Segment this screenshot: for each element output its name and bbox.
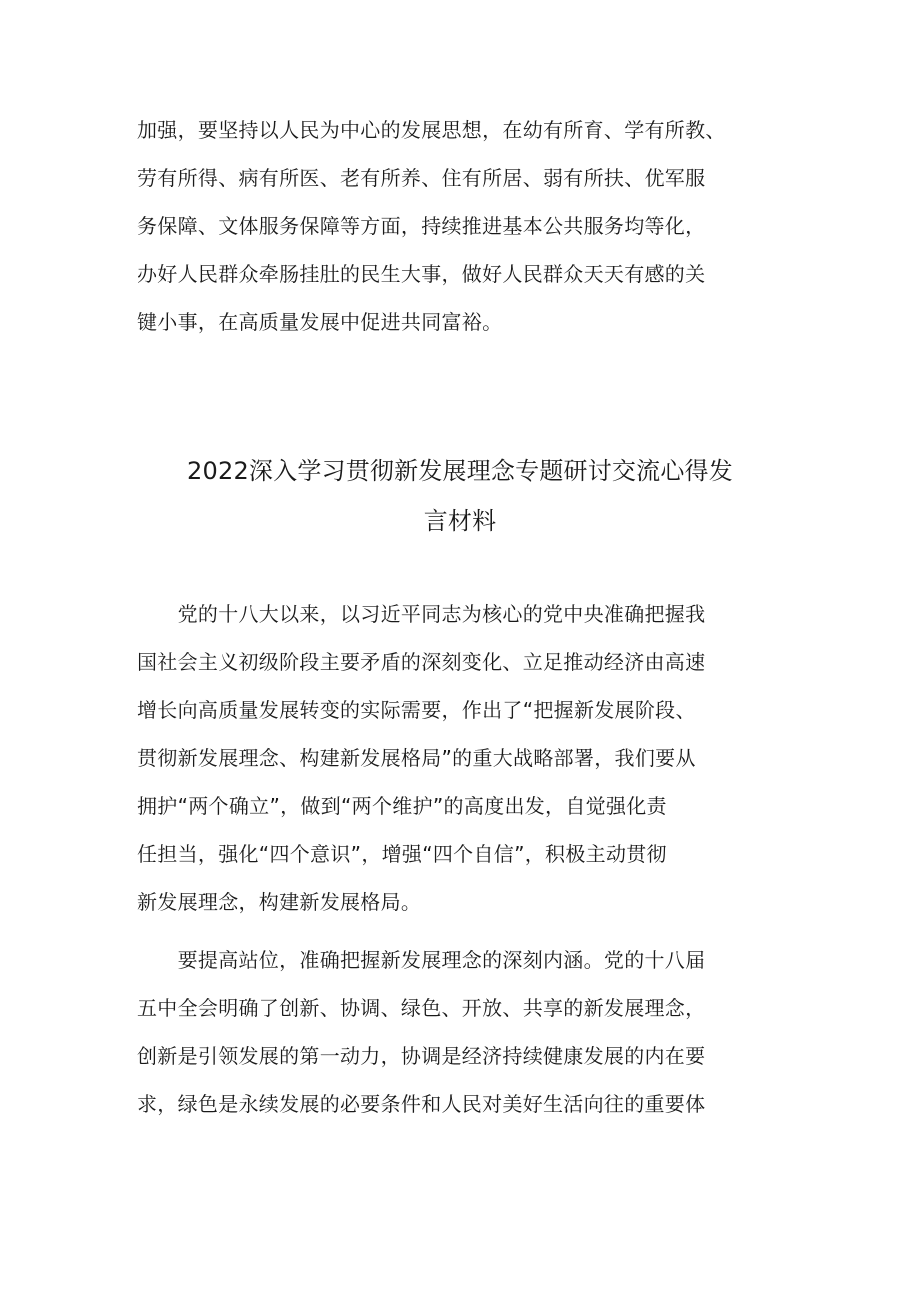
text-line: 劳有所得、病有所医、老有所养、住有所居、弱有所扶、优军服 <box>137 166 706 190</box>
text-line: 国社会主义初级阶段主要矛盾的深刻变化、立足推动经济由高速 <box>137 650 706 674</box>
text-line: 务保障、文体服务保障等方面，持续推进基本公共服务均等化， <box>137 214 706 238</box>
text-line: 办好人民群众牵肠挂肚的民生大事，做好人民群众天天有感的关 <box>137 262 706 286</box>
text-line: 加强，要坚持以人民为中心的发展思想，在幼有所育、学有所教、 <box>137 118 726 142</box>
text-line: 党的十八大以来，以习近平同志为核心的党中央准确把握我 <box>137 602 706 626</box>
title-line: 2022深入学习贯彻新发展理念专题研讨交流心得发 <box>187 457 733 485</box>
text-line: 键小事，在高质量发展中促进共同富裕。 <box>137 310 503 334</box>
text-line: 贯彻新发展理念、构建新发展格局”的重大战略部署，我们要从 <box>137 746 696 770</box>
text-line: 拥护“两个确立”，做到“两个维护”的高度出发，自觉强化责 <box>137 794 667 818</box>
text-line: 求，绿色是永续发展的必要条件和人民对美好生活向往的重要体 <box>137 1092 706 1116</box>
text-line: 五中全会明确了创新、协调、绿色、开放、共享的新发展理念， <box>137 996 706 1020</box>
text-line: 任担当，强化“四个意识”，增强“四个自信”，积极主动贯彻 <box>137 842 667 866</box>
text-line: 新发展理念，构建新发展格局。 <box>137 890 422 914</box>
text-line: 增长向高质量发展转变的实际需要，作出了“把握新发展阶段、 <box>137 698 696 722</box>
title-line: 言材料 <box>423 507 497 535</box>
text-line: 要提高站位，准确把握新发展理念的深刻内涵。党的十八届 <box>137 948 706 972</box>
text-line: 创新是引领发展的第一动力，协调是经济持续健康发展的内在要 <box>137 1044 706 1068</box>
